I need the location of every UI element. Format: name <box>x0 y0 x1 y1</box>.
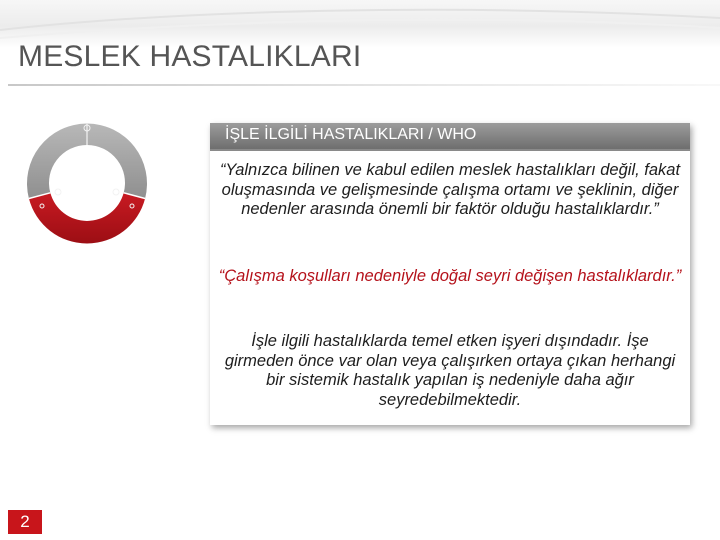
explanation-paragraph: İşle ilgili hastalıklarda temel etken işyeri dışındadır. İşe girmeden önce var olan veya çalışırken ortaya çıkan herhangi bir sistemik hastalık yapılan iş nedeniyle daha ağır seyredebilmektedir. <box>224 332 676 409</box>
page-number-badge: 2 <box>8 510 42 534</box>
ring-segment-red <box>29 193 145 244</box>
panel-header <box>210 123 690 151</box>
slide-title: MESLEK HASTALIKLARI <box>18 40 362 73</box>
cycle-ring-graphic <box>22 118 152 248</box>
definition-paragraph: “Yalnızca bilinen ve kabul edilen meslek hastalıkları değil, fakat oluşmasında ve gelişmesinde çalışma ortamı ve şeklinin, diğer nedenler arasında önemli bir faktör olduğu hastalıklardır.” <box>219 161 681 218</box>
panel-header-text: İŞLE İLGİLİ HASTALIKLARI / WHO <box>225 126 477 143</box>
title-divider <box>8 84 720 86</box>
highlight-paragraph: “Çalışma koşulları nedeniyle doğal seyri değişen hastalıklardır.” <box>218 267 682 285</box>
content-panel <box>210 123 690 425</box>
